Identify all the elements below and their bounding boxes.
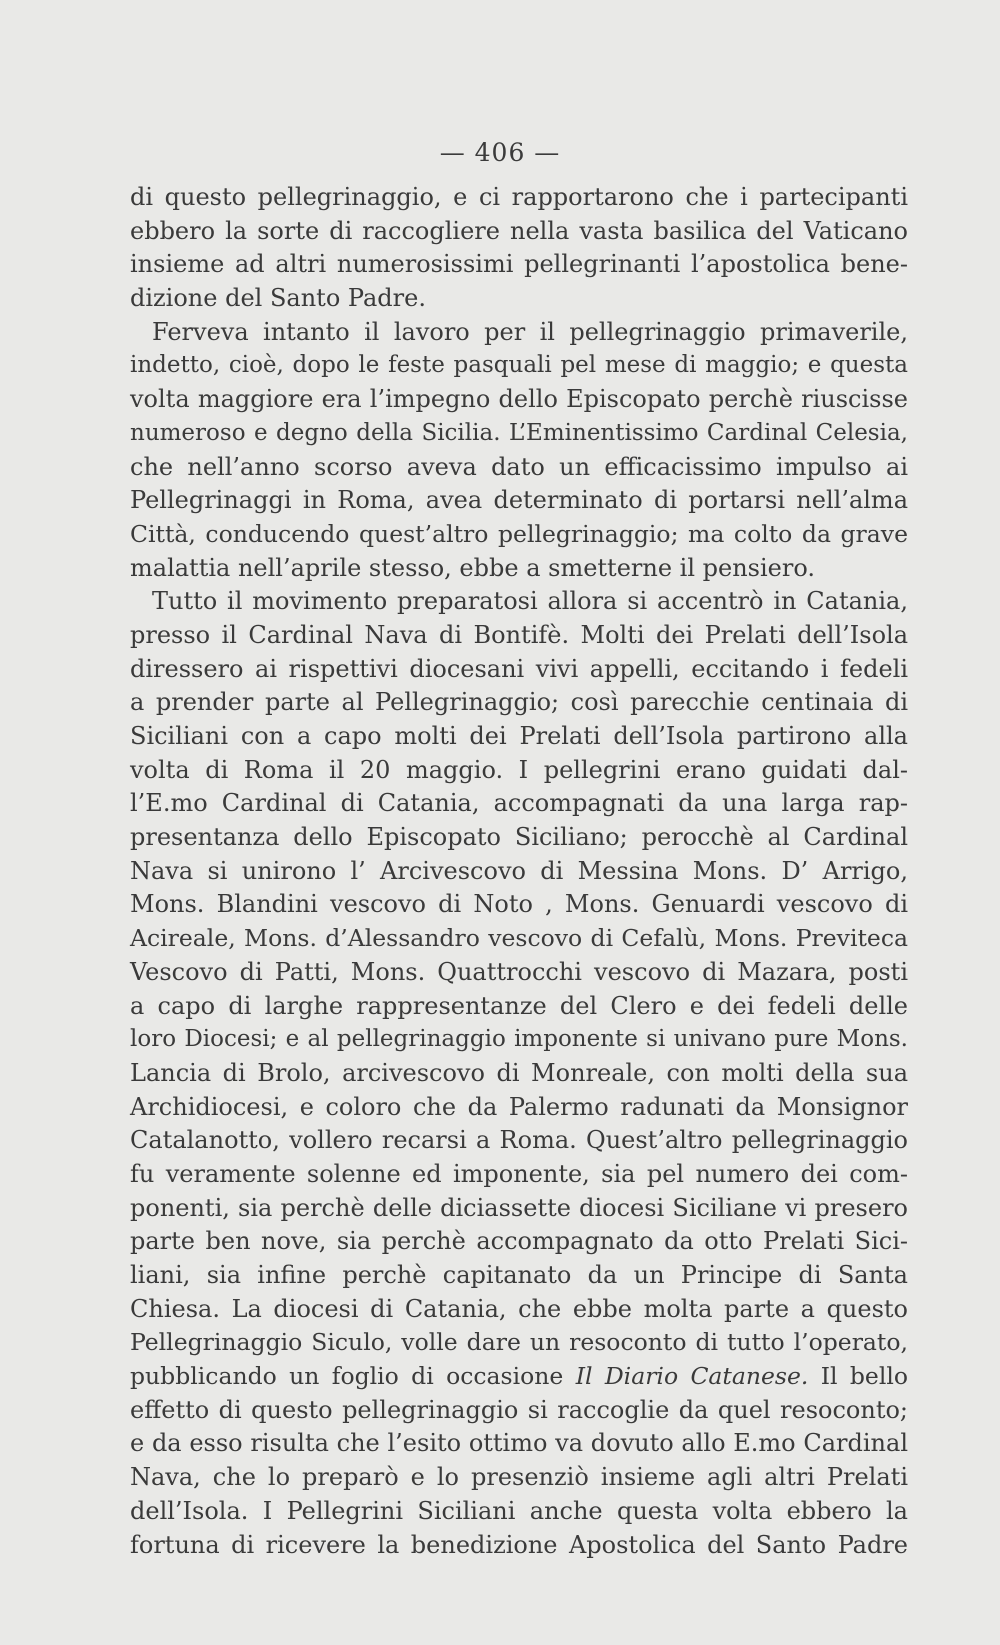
text-line (130, 181, 908, 215)
text-line (130, 1158, 908, 1192)
text-line-content: Nava, che lo preparò e lo presenziò insieme agli altri Prelati (130, 1463, 908, 1492)
text-line (130, 1461, 908, 1495)
text-line-content: volta di Roma il 20 maggio. I pellegrini erano guidati dal- (130, 755, 908, 784)
text-line (130, 552, 908, 586)
text-line-content: di questo pellegrinaggio, e ci rapportarono che i partecipanti (130, 183, 908, 211)
text-line-content: Siciliani con a capo molti dei Prelati dell’Isola partirono alla (130, 722, 908, 750)
text-line-content: fortuna di ricevere la benedizione Apostolica del Santo Padre (130, 1530, 908, 1559)
text-line (130, 1293, 908, 1327)
text-line (130, 1259, 908, 1293)
text-line (130, 720, 908, 754)
text-line (130, 248, 908, 282)
text-line-content: pubblicando un foglio di occasione (130, 1362, 576, 1391)
text-line-content: Chiesa. La diocesi di Catania, che ebbe molta parte a questo (130, 1294, 908, 1323)
text-line-content: liani, sia infine perchè capitanato da un Principe di Santa (130, 1261, 908, 1289)
text-line-content: malattia nell’aprile stesso, ebbe a smetterne il pensiero. (130, 553, 815, 582)
text-line-content: numeroso e degno della Sicilia. L’Eminentissimo Cardinal Celesia, (130, 419, 908, 446)
text-line (130, 1225, 908, 1259)
text-line-content: volta maggiore era l’impegno dello Episcopato perchè riuscisse (130, 385, 908, 414)
text-line-content: diressero ai rispettivi diocesani vivi appelli, eccitando i fedeli (130, 654, 908, 683)
text-line-content: Pellegrinaggi in Roma, avea determinato di portarsi nell’alma (130, 486, 908, 515)
text-line (130, 787, 908, 821)
text-line (130, 316, 908, 350)
text-line-content: a prender parte al Pellegrinaggio; così parecchie centinaia di (130, 688, 908, 717)
text-line-content: parte ben nove, sia perchè accompagnato da otto Prelati Sici- (130, 1227, 908, 1256)
text-line (130, 417, 908, 451)
text-line (130, 1495, 908, 1529)
text-line (130, 1326, 908, 1360)
text-line-content: fu veramente solenne ed imponente, sia pel numero dei com- (130, 1159, 908, 1188)
text-line-content: Acireale, Mons. d’Alessandro vescovo di Cefalù, Mons. Previteca (130, 924, 908, 953)
text-line-content: dizione del Santo Padre. (130, 284, 426, 313)
text-line (130, 686, 908, 720)
text-line-content: presso il Cardinal Nava di Bontifè. Molti dei Prelati dell’Isola (130, 620, 908, 649)
text-line (130, 1124, 908, 1158)
text-line (130, 922, 908, 956)
text-line (130, 1394, 908, 1428)
text-line-content: l’E.mo Cardinal di Catania, accompagnati da una larga rap- (130, 789, 908, 818)
text-line-content: che nell’anno scorso aveva dato un efficacissimo impulso ai (130, 452, 908, 481)
text-line (130, 349, 908, 383)
text-line (130, 1529, 908, 1563)
text-line-content: a capo di larghe rappresentanze del Clero e dei fedeli delle (130, 991, 908, 1020)
text-line (130, 1091, 908, 1125)
text-line-content: Pellegrinaggio Siculo, volle dare un resoconto di tutto l’operato, (130, 1328, 908, 1357)
text-line (130, 990, 908, 1024)
newspaper-title: Il Diario Catanese. (575, 1362, 809, 1391)
text-line (130, 821, 908, 855)
text-line (130, 754, 908, 788)
text-line-content: ebbero la sorte di raccogliere nella vasta basilica del Vaticano (130, 216, 908, 245)
text-line-content: dell’Isola. I Pellegrini Siciliani anche questa volta ebbero la (130, 1496, 908, 1525)
text-line (130, 1427, 908, 1461)
text-line-continuation: Il bello (808, 1362, 908, 1391)
text-line-content: Catalanotto, vollero recarsi a Roma. Quest’altro pellegrinaggio (130, 1126, 908, 1155)
body-text (130, 181, 908, 1562)
text-line (130, 1360, 908, 1394)
text-line (130, 1192, 908, 1226)
text-line (130, 956, 908, 990)
text-line (130, 383, 908, 417)
text-line-content: Nava si unirono l’ Arcivescovo di Messina Mons. D’ Arrigo, (130, 856, 908, 885)
text-line (130, 1057, 908, 1091)
text-line-content: Città, conducendo quest’altro pellegrinaggio; ma colto da grave (130, 519, 908, 548)
text-line (130, 585, 908, 619)
text-line-content: presentanza dello Episcopato Siciliano; perocchè al Cardinal (130, 823, 908, 852)
text-line (130, 855, 908, 889)
text-line (130, 888, 908, 922)
text-line (130, 282, 908, 316)
text-line (130, 619, 908, 653)
text-line-content: Tutto il movimento preparatosi allora si accentrò in Catania, (152, 587, 908, 616)
page-number: — 406 — (439, 138, 561, 167)
text-line-content: effetto di questo pellegrinaggio si raccoglie da quel resoconto; (130, 1395, 908, 1424)
text-line (130, 215, 908, 249)
text-line (130, 518, 908, 552)
text-line-content: Archidiocesi, e coloro che da Palermo radunati da Monsignor (130, 1092, 908, 1121)
text-line (130, 1023, 908, 1057)
text-line-content: e da esso risulta che l’esito ottimo va dovuto allo E.mo Cardinal (130, 1429, 908, 1458)
text-line-content: insieme ad altri numerosissimi pellegrinanti l’apostolica bene- (130, 250, 908, 279)
text-line-content: Mons. Blandini vescovo di Noto , Mons. Genuardi vescovo di (130, 890, 908, 919)
text-line (130, 451, 908, 485)
text-line (130, 484, 908, 518)
text-line-content: Ferveva intanto il lavoro per il pellegrinaggio primaverile, (152, 317, 908, 346)
text-line-content: ponenti, sia perchè delle diciassette diocesi Siciliane vi presero (130, 1193, 908, 1222)
text-line-content: indetto, cioè, dopo le feste pasquali pel mese di maggio; e questa (130, 352, 908, 379)
text-line (130, 653, 908, 687)
text-line-content: Lancia di Brolo, arcivescovo di Monreale, con molti della sua (130, 1058, 908, 1087)
text-line-content: loro Diocesi; e al pellegrinaggio imponente si univano pure Mons. (130, 1026, 908, 1053)
text-line-content: Vescovo di Patti, Mons. Quattrocchi vescovo di Mazara, posti (130, 957, 908, 986)
